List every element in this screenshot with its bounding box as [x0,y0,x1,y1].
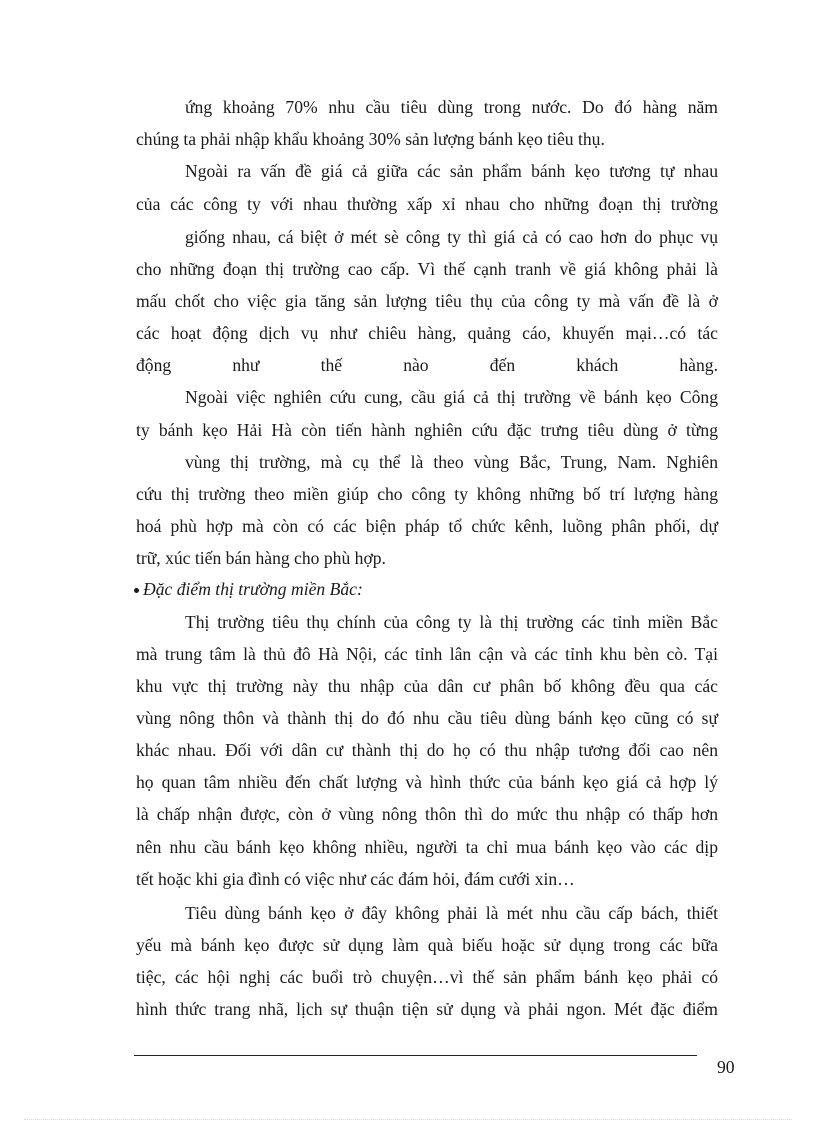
text-line: họ quan tâm nhiều đến chất lượng và hình thức của bánh kẹo giá cả hợp lý [136,772,718,792]
text-line: Ngoài việc nghiên cứu cung, cầu giá cả thị trường về bánh kẹo Công [185,387,718,407]
page-bottom-divider [24,1119,792,1120]
footer-rule [134,1055,697,1056]
text-line: cứu thị trường theo miền giúp cho công ty không những bố trí lượng hàng [136,484,718,504]
text-line: Ngoài ra vấn đề giá cả giữa các sản phẩm bánh kẹo tương tự nhau [185,161,718,181]
text-line: động như thế nào đến khách hàng. [136,355,718,375]
text-line: cho những đoạn thị trường cao cấp. Vì thế cạnh tranh về giá không phải là [136,259,718,279]
text-line: mấu chốt cho việc gia tăng sản lượng tiêu thụ của công ty mà vấn đề là ở [136,291,718,311]
bullet-icon [134,588,139,593]
text-line: vùng thị trường, mà cụ thể là theo vùng Bắc, Trung, Nam. Nghiên [185,452,718,472]
text-line: là chấp nhận được, còn ở vùng nông thôn thì do mức thu nhập có thấp hơn [136,804,718,824]
text-line: Tiêu dùng bánh kẹo ở đây không phải là mét nhu cầu cấp bách, thiết [185,903,718,923]
text-line: vùng nông thôn và thành thị do đó nhu cầu tiêu dùng bánh kẹo cũng có sự [136,708,718,728]
text-line: chúng ta phải nhập khẩu khoảng 30% sản lượng bánh kẹo tiêu thụ. [136,129,605,149]
section-heading-text: Đặc điểm thị trường miền Bắc: [143,579,363,599]
text-line: giống nhau, cá biệt ở mét sè công ty thì giá cả có cao hơn do phục vụ [185,227,718,247]
text-line: hình thức trang nhã, lịch sự thuận tiện sử dụng và phải ngon. Mét đặc điểm [136,999,718,1019]
text-line: Thị trường tiêu thụ chính của công ty là thị trường các tỉnh miền Bắc [185,612,718,632]
text-line: trữ, xúc tiến bán hàng cho phù hợp. [136,548,386,568]
text-line: hoá phù hợp mà còn có các biện pháp tổ chức kênh, luồng phân phối, dự [136,516,718,536]
text-line: nên nhu cầu bánh kẹo không nhiều, người ta chỉ mua bánh kẹo vào các dịp [136,837,718,857]
text-line: tiệc, các hội nghị các buổi trò chuyện…vì thế sản phẩm bánh kẹo phải có [136,967,718,987]
text-line: các hoạt động dịch vụ như chiêu hàng, quảng cáo, khuyến mại…có tác [136,323,718,343]
text-line: ứng khoảng 70% nhu cầu tiêu dùng trong nước. Do đó hàng năm [185,97,718,117]
text-line: khu vực thị trường này thu nhập của dân cư phân bố không đều qua các [136,676,718,696]
text-line: ty bánh kẹo Hải Hà còn tiến hành nghiên cứu đặc trưng tiêu dùng ở từng [136,420,718,440]
text-line: của các công ty với nhau thường xấp xỉ nhau cho những đoạn thị trường [136,194,718,214]
text-line: mà trung tâm là thủ đô Hà Nội, các tỉnh lân cận và các tỉnh khu bèn cò. Tại [136,644,718,664]
text-line: tết hoặc khi gia đình có việc như các đám hỏi, đám cưới xin… [136,869,575,889]
page-number: 90 [717,1057,735,1077]
text-line: khác nhau. Đối với dân cư thành thị do họ có thu nhập tương đối cao nên [136,740,718,760]
section-heading [134,578,363,600]
text-line: yếu mà bánh kẹo được sử dụng làm quà biếu hoặc sử dụng trong các bữa [136,935,718,955]
